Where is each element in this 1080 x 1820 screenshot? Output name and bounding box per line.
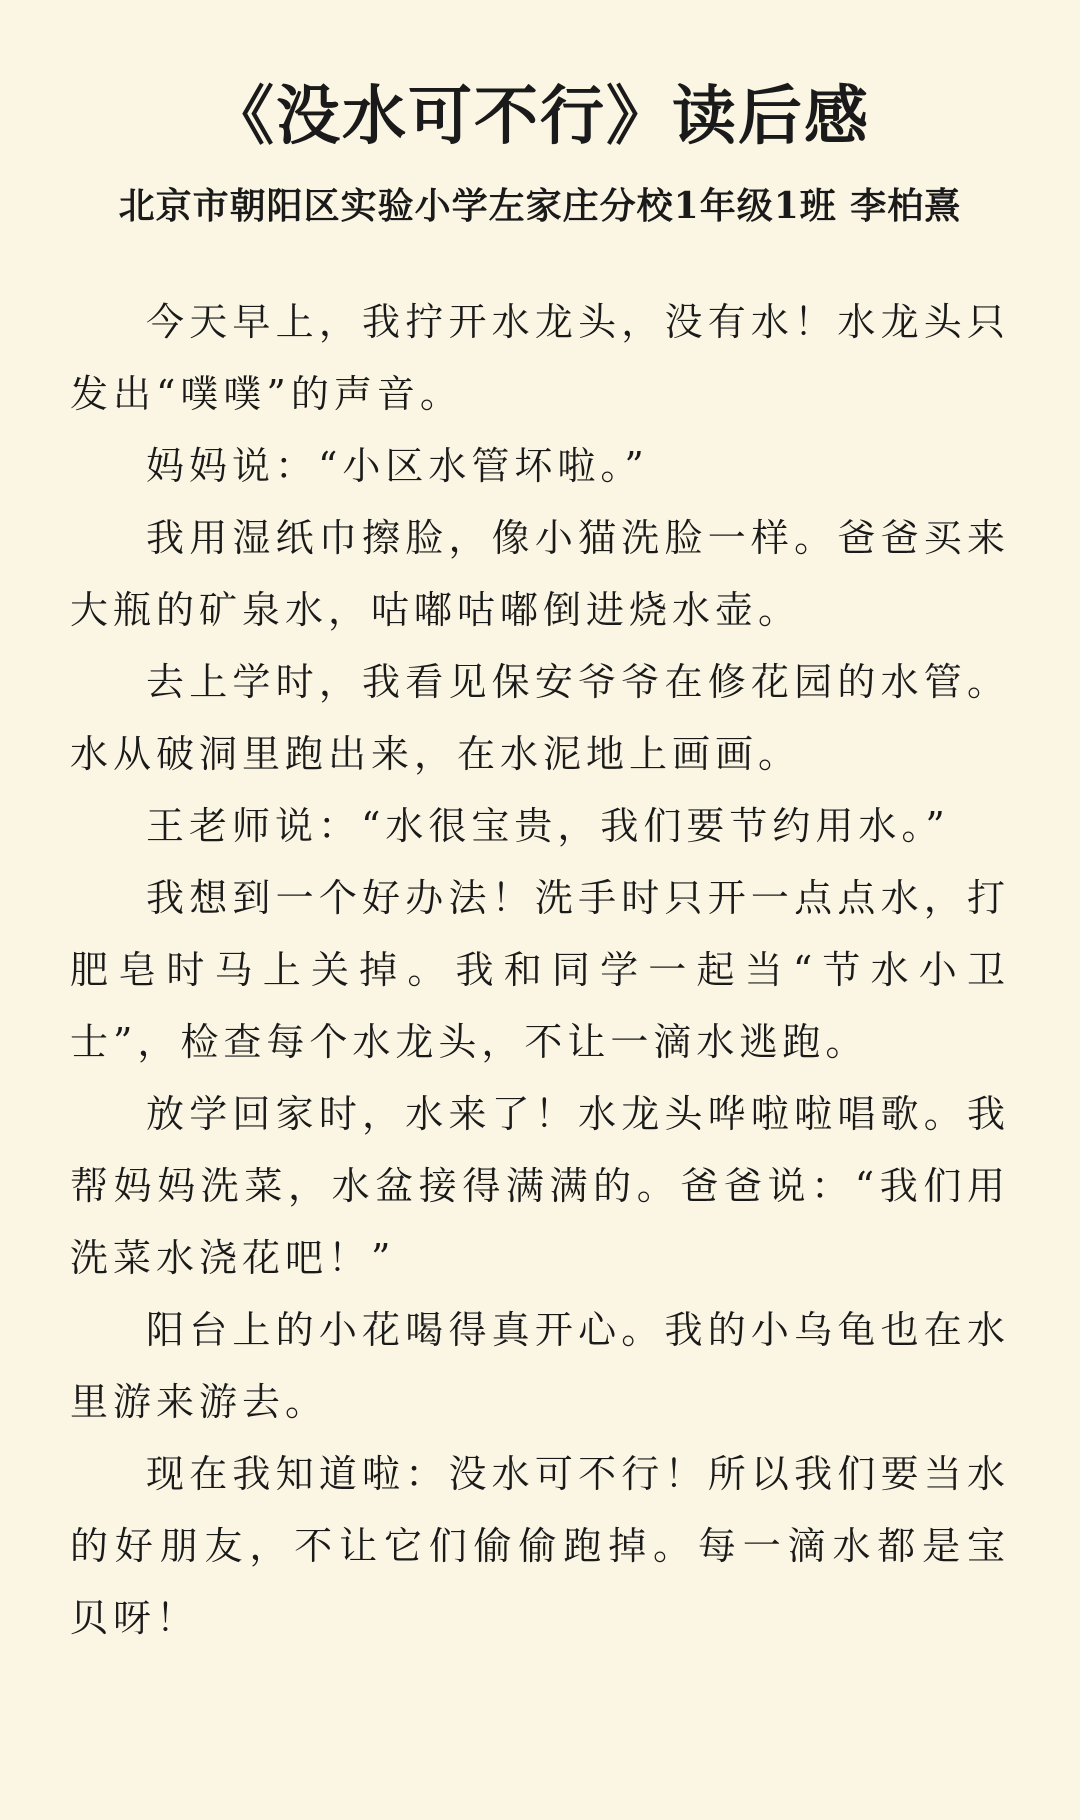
paragraph-6: 我想到一个好办法！洗手时只开一点点水，打肥皂时马上关掉。我和同学一起当“节水小卫士”，检查每个水龙头，不让一滴水逃跑。 bbox=[70, 876, 1010, 1064]
paragraph-8: 阳台上的小花喝得真开心。我的小乌龟也在水里游来游去。 bbox=[70, 1308, 1010, 1424]
paragraph-9: 现在我知道啦：没水可不行！所以我们要当水的好朋友，不让它们偷偷跑掉。每一滴水都是宝贝呀！ bbox=[70, 1452, 1010, 1640]
paragraph-2: 妈妈说：“小区水管坏啦。” bbox=[146, 444, 649, 488]
essay-title: 《没水可不行》读后感 bbox=[210, 79, 870, 154]
paragraph-4: 去上学时，我看见保安爷爷在修花园的水管。水从破洞里跑出来，在水泥地上画画。 bbox=[70, 660, 1010, 776]
paragraph-1: 今天早上，我拧开水龙头，没有水！水龙头只发出“噗噗”的声音。 bbox=[70, 300, 1010, 416]
author-byline: 北京市朝阳区实验小学左家庄分校1年级1班 李柏熹 bbox=[118, 185, 962, 227]
paragraph-5: 王老师说：“水很宝贵，我们要节约用水。” bbox=[146, 804, 950, 848]
paragraph-3: 我用湿纸巾擦脸，像小猫洗脸一样。爸爸买来大瓶的矿泉水，咕嘟咕嘟倒进烧水壶。 bbox=[70, 516, 1010, 632]
essay-body bbox=[70, 286, 1010, 1654]
paragraph-7: 放学回家时，水来了！水龙头哗啦啦唱歌。我帮妈妈洗菜，水盆接得满满的。爸爸说：“我们用洗菜水浇花吧！” bbox=[70, 1092, 1010, 1280]
